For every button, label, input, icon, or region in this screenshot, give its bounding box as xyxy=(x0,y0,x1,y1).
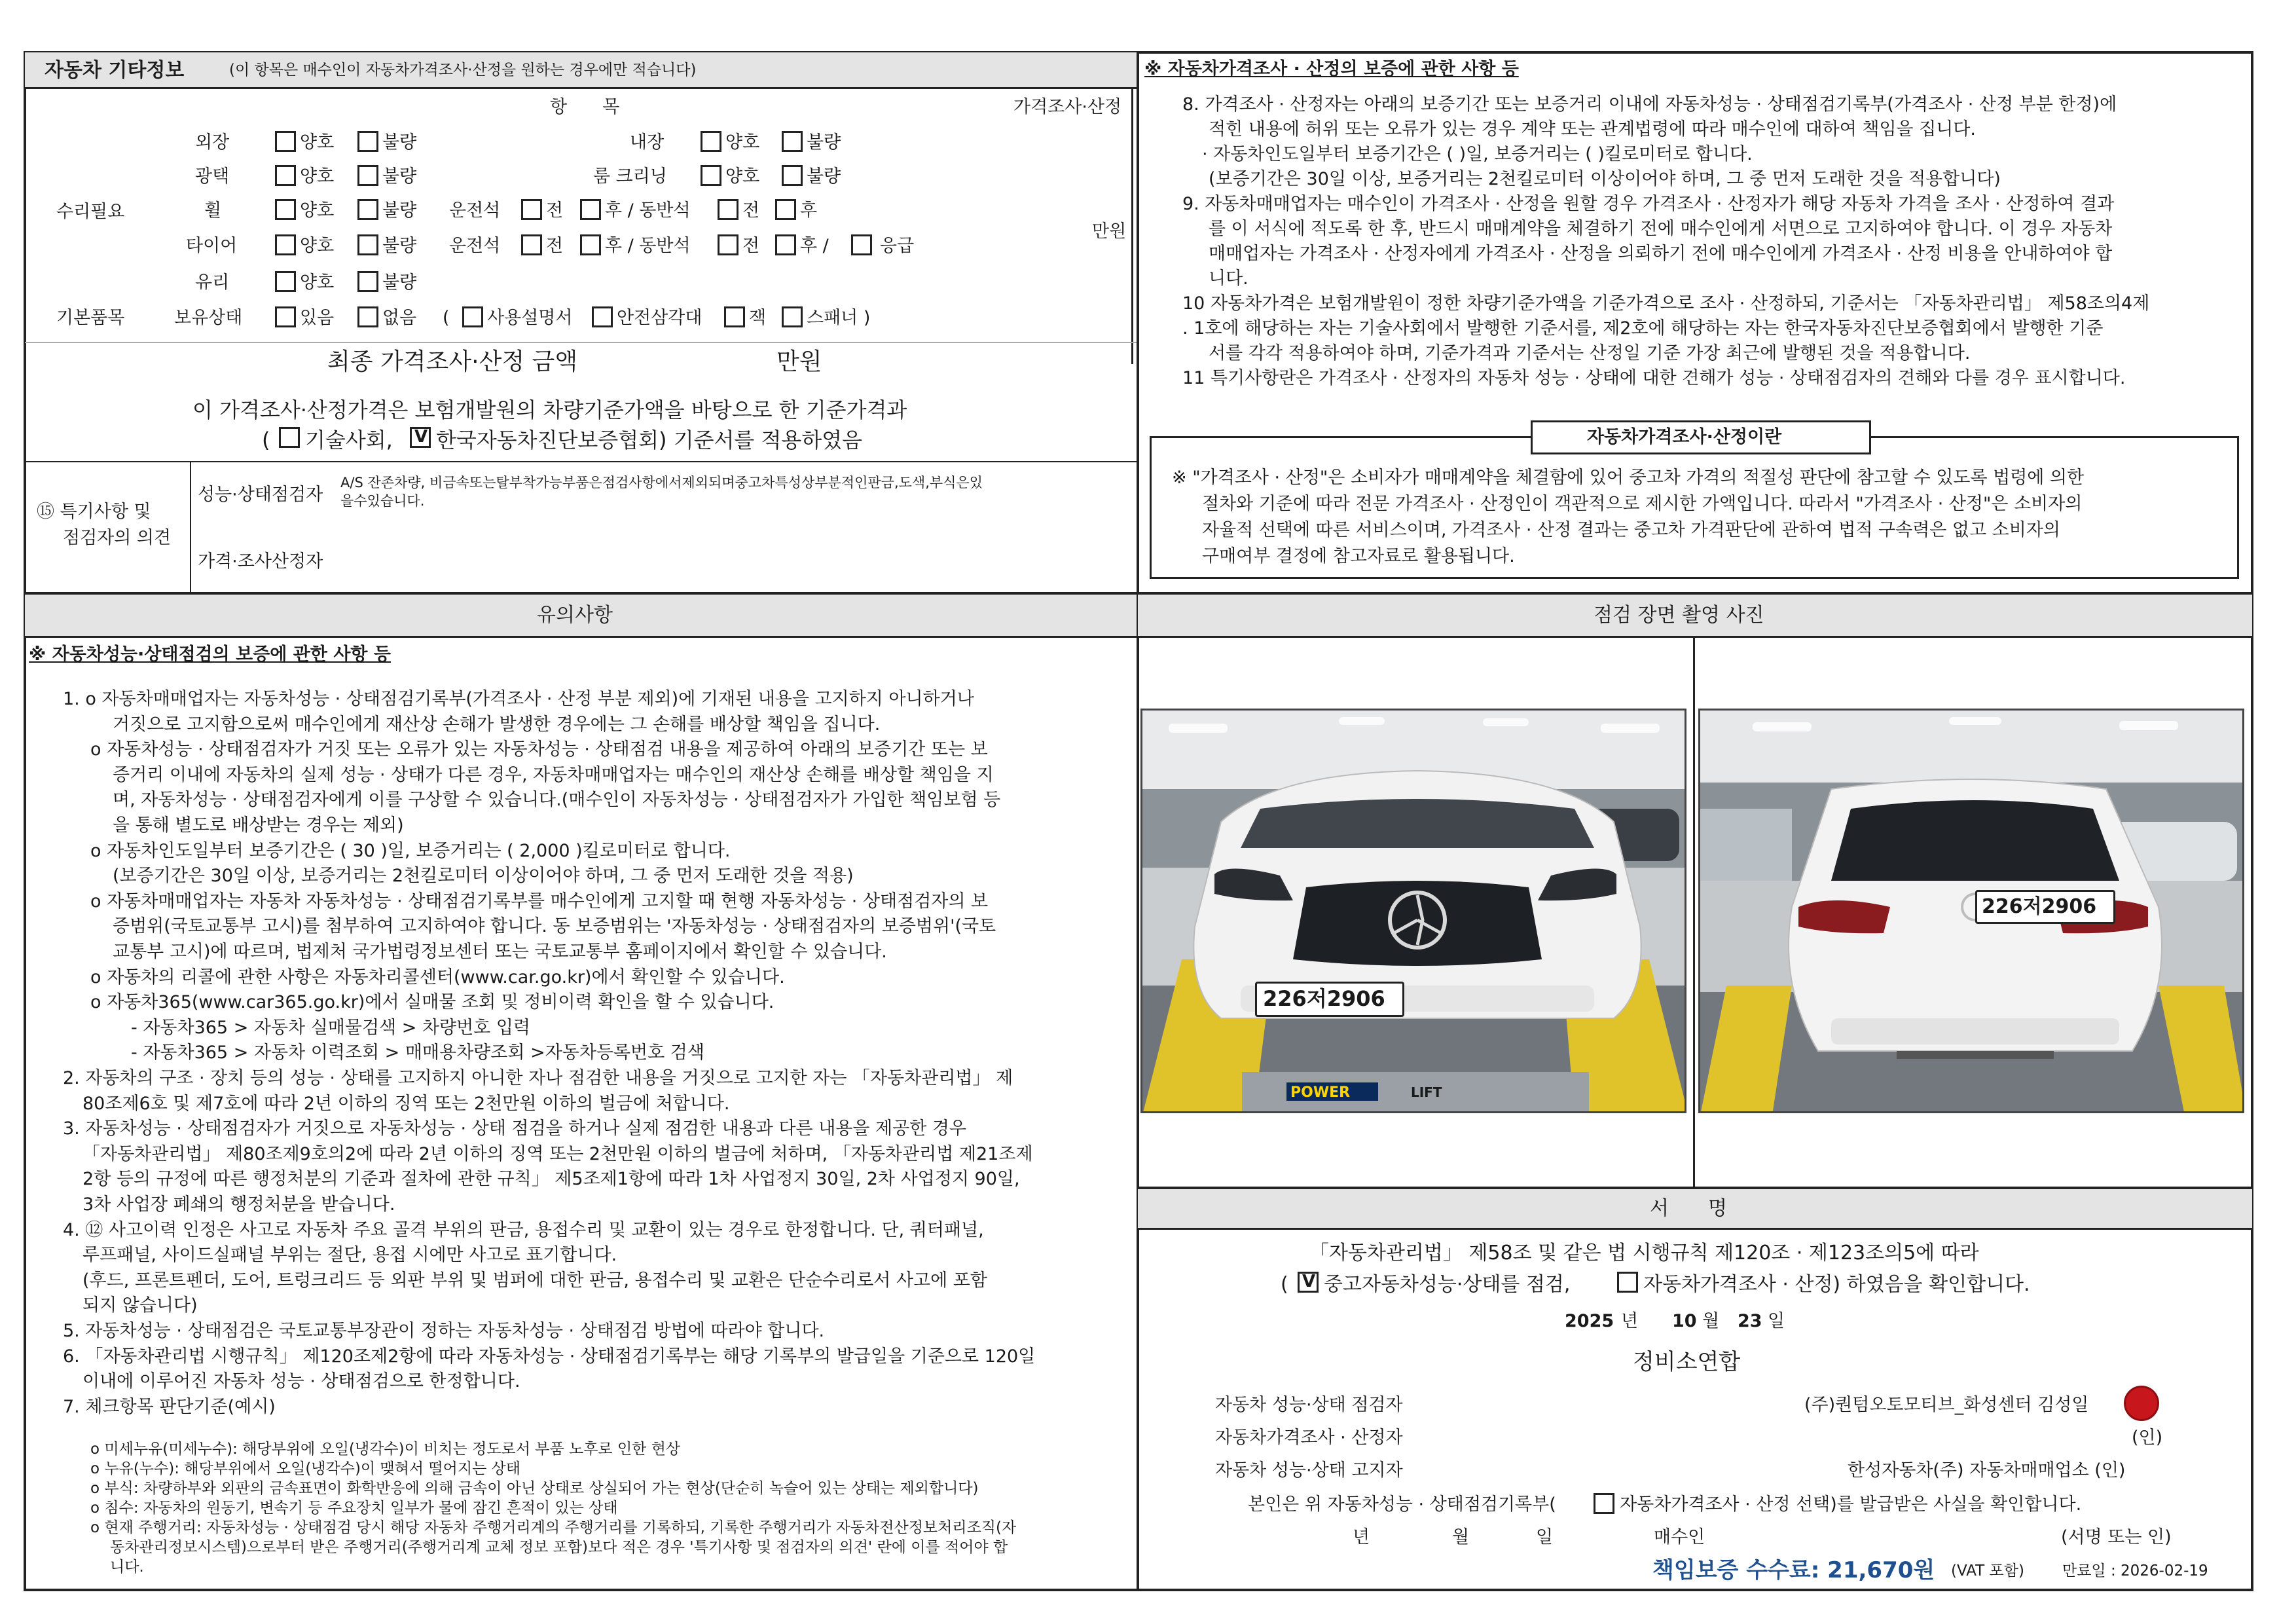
notes-header: 유의사항 xyxy=(537,604,613,627)
text-line: 3. 자동차성능 · 상태점검자가 거짓으로 자동차성능 · 상태 점검을 하거나 실제 점검한 내용과 다른 내용을 제공한 경우 xyxy=(63,1118,967,1139)
signature-law-line: 「자동차관리법」 제58조 및 같은 법 시행규칙 제120조 · 제123조의5에 따라 xyxy=(1309,1242,1979,1264)
text-line: 니다. xyxy=(110,1559,144,1576)
rear-car-illustration xyxy=(1700,710,2244,1113)
wheel-bad-label: 불량 xyxy=(382,200,417,221)
room-clean-bad-checkbox[interactable] xyxy=(782,165,803,186)
text-line: 「자동차관리법」 제80조제9호의2에 따라 2년 이하의 징역 또는 2천만원 이하의 벌금에 처하며, 「자동차관리법 제21조제 xyxy=(82,1143,1033,1164)
text-line: o 미세누유(미세누수): 해당부위에 오일(냉각수)이 비치는 정도로서 부품 노후로 인한 현상 xyxy=(90,1441,681,1458)
text-line: 5. 자동차성능 · 상태점검은 국토교통부장관이 정하는 자동차성능 · 상태점검 방법에 따라야 합니다. xyxy=(63,1321,825,1341)
text-line: o 자동차매매업자는 자동차 자동차성능 · 상태점검기록부를 매수인에게 고지할 때 현행 자동차성능 · 상태점검자의 보 xyxy=(90,891,989,912)
text-line: (후드, 프론트펜더, 도어, 트렁크리드 등 외판 부위 및 범퍼에 대한 판금, 용접수리 및 교환은 단순수리로서 사고에 포함 xyxy=(82,1270,987,1291)
special-label-2: 점검자의 의견 xyxy=(63,528,172,548)
sign-month: 10 xyxy=(1672,1311,1697,1331)
interior-good-label: 양호 xyxy=(725,132,760,153)
wheel-front2-checkbox[interactable] xyxy=(718,199,738,220)
receipt-day: 일 xyxy=(1536,1527,1554,1547)
jack-label: 잭 xyxy=(749,308,767,328)
interior-bad-label: 불량 xyxy=(807,132,841,153)
confirm-price-label: 자동차가격조사 · 산정) 하였음을 확인합니다. xyxy=(1643,1273,2030,1296)
sign-year-unit: 년 xyxy=(1621,1311,1639,1331)
interior-good-checkbox[interactable] xyxy=(701,131,721,152)
text-line: 매매업자는 가격조사 · 산정자에게 가격조사 · 산정을 의뢰하기 전에 매수인에게 가격조사 · 산정 비용을 안내하여야 합 xyxy=(1209,244,2113,264)
front-plate-number: 226저2906 xyxy=(1263,986,1385,1011)
photos-divider xyxy=(1693,638,1695,1188)
glass-bad-checkbox[interactable] xyxy=(357,271,378,292)
front-inspection-photo xyxy=(1140,709,1686,1113)
text-line: - 자동차365 > 자동차 실매물검색 > 차량번호 입력 xyxy=(131,1017,530,1038)
exterior-bad-label: 불량 xyxy=(382,132,417,153)
price-warranty-title: ※ 자동차가격조사 · 산정의 보증에 관한 사항 등 xyxy=(1144,59,1519,79)
text-line: o 침수: 자동차의 원동기, 변속기 등 주요장치 일부가 물에 잠긴 흔적이 있는 상태 xyxy=(90,1500,618,1517)
text-line: 니다. xyxy=(1209,268,1248,289)
rear-plate-number: 226저2906 xyxy=(1982,895,2097,918)
sign-row3-value: 한성자동차(주) 자동차매매업소 (인) xyxy=(1848,1460,2126,1481)
wheel-rear2-label: 후 xyxy=(800,200,818,221)
manual-checkbox[interactable] xyxy=(462,306,483,327)
lift-brand-text: POWER xyxy=(1290,1084,1351,1101)
gloss-bad-checkbox[interactable] xyxy=(357,165,378,186)
sign-day: 23 xyxy=(1738,1311,1762,1331)
price-manwon: 만원 xyxy=(1092,221,1127,242)
none-label: 없음 xyxy=(382,308,417,328)
room-clean-label: 룸 크리닝 xyxy=(593,166,667,187)
confirm-perf-checkbox[interactable] xyxy=(1298,1272,1319,1293)
text-line: 교통부 고시)에 따르며, 법제처 국가법령정보센터 또는 국토교통부 홈페이지에서 확인할 수 있습니다. xyxy=(113,942,887,962)
basis-tech-label: 기술사회, xyxy=(305,428,393,452)
text-line: 절차와 기준에 따라 전문 가격조사 · 산정인이 객관적으로 제시한 가액입니다. 따라서 "가격조사 · 산정"은 소비자의 xyxy=(1202,494,2083,514)
glass-label: 유리 xyxy=(195,272,230,293)
text-line: 동차관리정보시스템)으로부터 받은 주행거리(주행거리계 교체 정보 포함)보다 적은 경우 '특기사항 및 점검자의 의견' 란에 이를 적어야 합 xyxy=(110,1539,1008,1556)
sign-year: 2025 xyxy=(1565,1311,1614,1331)
sign-day-unit: 일 xyxy=(1768,1311,1785,1331)
tire-front-label: 전 xyxy=(546,236,564,256)
room-clean-good-checkbox[interactable] xyxy=(701,165,721,186)
possession-label: 보유상태 xyxy=(174,308,243,328)
basis-line-1: 이 가격조사·산정가격은 보험개발원의 차량기준가액을 바탕으로 한 기준가격과 xyxy=(192,397,907,422)
notes-subtitle: ※ 자동차성능·상태점검의 보증에 관한 사항 등 xyxy=(29,644,391,665)
rear-inspection-photo xyxy=(1698,709,2244,1113)
special-label-divider xyxy=(190,462,191,593)
text-line: 8. 가격조사 · 산정자는 아래의 보증기간 또는 보증거리 이내에 자동차성능 · 상태점검기록부(가격조사 · 산정 부분 한정)에 xyxy=(1182,94,2117,115)
tire-rear-passenger-label: 후 / 동반석 xyxy=(605,236,691,256)
fee-expiry: 만료일 : 2026-02-19 xyxy=(2062,1562,2208,1579)
price-column-divider xyxy=(1131,89,1133,364)
text-line: o 부식: 차량하부와 외판의 금속표면이 화학반응에 의해 금속이 아닌 상태로 상실되어 가는 현상(단순히 녹슬어 있는 상태는 제외합니다) xyxy=(90,1480,979,1497)
gloss-label: 광택 xyxy=(195,166,230,187)
col-price-header: 가격조사·산정 xyxy=(1013,97,1122,117)
final-amount-label: 최종 가격조사·산정 금액 xyxy=(327,348,578,375)
tire-good-checkbox[interactable] xyxy=(275,234,296,255)
text-line: 2. 자동차의 구조 · 장치 등의 성능 · 상태를 고지하지 아니한 자나 점검한 내용을 거짓으로 고지한 자는 「자동차관리법」 제 xyxy=(63,1068,1013,1088)
vehicle-info-subtitle: (이 항목은 매수인이 자동차가격조사·산정을 원하는 경우에만 적습니다) xyxy=(229,62,697,79)
text-line: 서를 각각 적용하여야 하며, 기준가격과 기준서는 산정일 기준 가장 최근에 발행된 것을 적용합니다. xyxy=(1209,343,1971,363)
receipt-month: 월 xyxy=(1452,1527,1470,1547)
text-line: 80조제6호 및 제7호에 따라 2년 이하의 징역 또는 2천만원 이하의 벌금에 처합니다. xyxy=(82,1093,730,1114)
gloss-good-label: 양호 xyxy=(300,166,335,187)
text-line: 4. ⑫ 사고이력 인정은 사고로 자동차 주요 골격 부위의 판금, 용접수리 및 교환이 있는 경우로 한정합니다. 단, 쿼터패널, xyxy=(63,1219,984,1240)
interior-bad-checkbox[interactable] xyxy=(782,131,803,152)
fee-label: 책임보증 수수료: 21,670원 xyxy=(1652,1557,1935,1583)
wheel-front2-label: 전 xyxy=(742,200,760,221)
tire-rear2-checkbox[interactable] xyxy=(775,234,796,255)
wheel-rear-passenger-checkbox[interactable] xyxy=(580,199,601,220)
receipt-year: 년 xyxy=(1353,1527,1370,1547)
text-line: 자율적 선택에 따른 서비스이며, 가격조사 · 산정 결과는 중고차 가격판단에 관하여 법적 구속력은 없고 소비자의 xyxy=(1202,520,2061,540)
confirm-perf-label: 중고자동차성능·상태를 점검, xyxy=(1324,1273,1571,1296)
sign-row3-label: 자동차 성능·상태 고지자 xyxy=(1215,1460,1403,1481)
special-perf-label: 성능·상태점검자 xyxy=(198,485,323,505)
buyer-label: 매수인 xyxy=(1654,1527,1705,1547)
wheel-front-checkbox[interactable] xyxy=(521,199,542,220)
text-line: o 자동차의 리콜에 관한 사항은 자동차리콜센터(www.car.go.kr)에서 확인할 수 있습니다. xyxy=(90,967,785,987)
sign-row1-label: 자동차 성능·상태 점검자 xyxy=(1215,1395,1403,1415)
tire-rear2-label: 후 / xyxy=(800,236,829,256)
front-car-illustration xyxy=(1142,710,1686,1113)
sign-org: 정비소연합 xyxy=(1633,1349,1741,1375)
wheel-good-checkbox[interactable] xyxy=(275,199,296,220)
fee-vat: (VAT 포함) xyxy=(1951,1562,2024,1579)
tire-front-checkbox[interactable] xyxy=(521,234,542,255)
tire-rear-passenger-checkbox[interactable] xyxy=(580,234,601,255)
jack-checkbox[interactable] xyxy=(724,306,745,327)
exterior-good-label: 양호 xyxy=(300,132,335,153)
manual-label: 사용설명서 xyxy=(487,308,573,328)
text-line: 구매여부 결정에 참고자료로 활용됩니다. xyxy=(1202,546,1515,566)
tire-emergency-label: 응급 xyxy=(880,236,915,256)
spanner-checkbox[interactable] xyxy=(782,306,803,327)
inspector-seal-stamp xyxy=(2124,1386,2159,1421)
special-label-1: ⑮ 특기사항 및 xyxy=(37,502,151,522)
basis-kadia-label: 한국자동차진단보증협회) 기준서를 적용하였음 xyxy=(436,428,863,452)
wheel-label: 휠 xyxy=(204,200,222,221)
triangle-checkbox[interactable] xyxy=(592,306,613,327)
none-checkbox[interactable] xyxy=(357,306,378,327)
special-perf-text-2: 을수있습니다. xyxy=(340,493,425,509)
special-price-label: 가격·조사산정자 xyxy=(198,551,323,572)
basic-items-label: 기본품목 xyxy=(56,308,125,328)
tire-emergency-checkbox[interactable] xyxy=(851,234,872,255)
text-line: o 자동차성능 · 상태점검자가 거짓 또는 오류가 있는 자동차성능 · 상태점검 내용을 제공하여 아래의 보증기간 또는 보 xyxy=(90,739,988,760)
text-line: (보증기간은 30일 이상, 보증거리는 2천킬로미터 이상이어야 하며, 그 중 먼저 도래한 것을 적용합니다) xyxy=(1209,169,2001,189)
text-line: 거짓으로 고지함으로써 매수인에게 재산상 손해가 발생한 경우에는 그 손해를 배상할 책임을 집니다. xyxy=(113,714,881,735)
spanner-label: 스패너 ) xyxy=(807,308,871,328)
tire-label: 타이어 xyxy=(186,236,238,256)
sign-row1-value: (주)퀀텀오토모티브_화성센터 김성일 xyxy=(1804,1395,2089,1415)
lift-model-text: LIFT xyxy=(1411,1084,1442,1100)
special-divider xyxy=(25,461,1138,462)
col-item-header: 항 목 xyxy=(550,97,620,117)
tire-front2-checkbox[interactable] xyxy=(718,234,738,255)
text-line: ※ "가격조사 · 산정"은 소비자가 매매계약을 체결함에 있어 중고차 가격의 적절성 판단에 참고할 수 있도록 법령에 의한 xyxy=(1172,468,2085,488)
final-amount-divider xyxy=(25,342,1138,343)
buyer-sign: (서명 또는 인) xyxy=(2061,1527,2172,1547)
text-line: 3차 사업장 폐쇄의 행정처분을 받습니다. xyxy=(82,1194,395,1215)
gloss-good-checkbox[interactable] xyxy=(275,165,296,186)
text-line: 을 통해 별도로 배상받는 경우는 제외) xyxy=(113,815,404,836)
wheel-rear-passenger-label: 후 / 동반석 xyxy=(605,200,691,221)
basis-paren-open: ( xyxy=(262,428,270,452)
text-line: 루프패널, 사이드실패널 부위는 절단, 용접 시에만 사고로 표기합니다. xyxy=(82,1245,617,1266)
sign-month-unit: 월 xyxy=(1702,1311,1720,1331)
exterior-label: 외장 xyxy=(195,132,230,153)
text-line: - 자동차365 > 자동차 이력조회 > 매매용차량조회 >자동차등록번호 검색 xyxy=(131,1043,704,1063)
confirm-price-checkbox[interactable] xyxy=(1617,1272,1638,1293)
wheel-driver-seat-label: 운전석 xyxy=(449,200,501,221)
text-line: 10 자동차가격은 보험개발원이 정한 차량기준가액을 기준가격으로 조사 · 산정하되, 기준서는 「자동차관리법」 제58조의4제 xyxy=(1182,293,2150,314)
text-line: 이내에 이루어진 자동차 성능 · 상태점검으로 한정합니다. xyxy=(82,1371,520,1392)
basis-tech-checkbox[interactable] xyxy=(279,427,300,448)
signature-header: 서 명 xyxy=(1650,1197,1727,1220)
photos-header: 점검 장면 촬영 사진 xyxy=(1594,604,1764,627)
receipt-price-checkbox[interactable] xyxy=(1594,1493,1614,1514)
tire-bad-checkbox[interactable] xyxy=(357,234,378,255)
text-line: 증범위(국토교통부 고시)를 첨부하여 고지하여야 합니다. 동 보증범위는 '자동차성능 · 상태점검자의 보증범위'(국토 xyxy=(113,916,996,937)
tire-good-label: 양호 xyxy=(300,236,335,256)
exterior-bad-checkbox[interactable] xyxy=(357,131,378,152)
text-line: 며, 자동차성능 · 상태점검자에게 이를 구상할 수 있습니다.(매수인이 자동차성능 · 상태점검자가 가입한 책임보험 등 xyxy=(113,790,1001,811)
special-perf-text-1: A/S 잔존차량, 비금속또는탈부착가능부품은점검사항에서제외되며중고차특성상부분적인판금,도색,부식은있 xyxy=(340,475,983,490)
receipt-line-b: 자동차가격조사 · 산정 선택)를 발급받은 사실을 확인합니다. xyxy=(1620,1494,2082,1515)
tire-bad-label: 불량 xyxy=(382,236,417,256)
room-clean-bad-label: 불량 xyxy=(807,166,841,187)
gloss-bad-label: 불량 xyxy=(382,166,417,187)
exterior-good-checkbox[interactable] xyxy=(275,131,296,152)
text-line: 적힌 내용에 허위 또는 오류가 있는 경우 계약 또는 관계법령에 따라 매수인에 대하여 책임을 집니다. xyxy=(1209,119,1977,139)
text-line: · 자동차인도일부터 보증기간은 ( )일, 보증거리는 ( )킬로미터로 합니다. xyxy=(1202,144,1753,164)
glass-bad-label: 불량 xyxy=(382,272,417,293)
tire-front2-label: 전 xyxy=(742,236,760,256)
wheel-good-label: 양호 xyxy=(300,200,335,221)
basis-kadia-checkbox[interactable] xyxy=(410,427,431,448)
text-line: 9. 자동차매매업자는 매수인이 가격조사 · 산정을 원할 경우 가격조사 · 산정자가 해당 자동차 가격을 조사 · 산정하여 결과 xyxy=(1182,194,2115,214)
final-amount-unit: 만원 xyxy=(776,348,822,375)
text-line: (보증기간은 30일 이상, 보증거리는 2천킬로미터 이상이어야 하며, 그 중 먼저 도래한 것을 적용) xyxy=(113,866,854,887)
repair-label: 수리필요 xyxy=(56,202,125,222)
wheel-bad-checkbox[interactable] xyxy=(357,199,378,220)
vehicle-info-title: 자동차 기타정보 xyxy=(45,59,185,82)
glass-good-label: 양호 xyxy=(300,272,335,293)
text-line: o 누유(누수): 해당부위에서 오일(냉각수)이 맺혀서 떨어지는 상태 xyxy=(90,1460,521,1477)
text-line: 2항 등의 규정에 따른 행정처분의 기준과 절차에 관한 규칙」 제5조제1항에 따라 1차 사업정지 30일, 2차 사업정지 90일, xyxy=(82,1169,1020,1190)
triangle-label: 안전삼각대 xyxy=(617,308,702,328)
confirm-paren-open: ( xyxy=(1281,1273,1288,1296)
text-line: 되지 않습니다) xyxy=(82,1295,198,1316)
text-line: 7. 체크항목 판단기준(예시) xyxy=(63,1396,276,1417)
tire-driver-seat-label: 운전석 xyxy=(449,236,501,256)
text-line: 1. o 자동차매매업자는 자동차성능 · 상태점검기록부(가격조사 · 산정 부분 제외)에 기재된 내용을 고지하지 아니하거나 xyxy=(63,689,974,709)
price-definition-title: 자동차가격조사·산정이란 xyxy=(1587,427,1782,447)
items-paren-open: ( xyxy=(443,308,450,328)
wheel-rear2-checkbox[interactable] xyxy=(775,199,796,220)
have-label: 있음 xyxy=(300,308,335,328)
text-line: 11 특기사항란은 가격조사 · 산정자의 자동차 성능 · 상태에 대한 견해가 성능 · 상태점검자의 견해와 다를 경우 표시합니다. xyxy=(1182,368,2126,388)
text-line: 증거리 이내에 자동차의 실제 성능 · 상태가 다른 경우, 자동차매매업자는 매수인의 재산상 손해를 배상할 책임을 지 xyxy=(113,764,994,785)
sign-row2-value: (인) xyxy=(2132,1428,2163,1448)
room-clean-good-label: 양호 xyxy=(725,166,760,187)
have-checkbox[interactable] xyxy=(275,306,296,327)
text-line: . 1호에 해당하는 자는 기술사회에서 발행한 기준서를, 제2호에 해당하는 자는 한국자동차진단보증협회에서 발행한 기준 xyxy=(1182,318,2104,339)
text-line: o 현재 주행거리: 자동차성능 · 상태점검 당시 해당 자동차 주행거리계의 주행거리를 기록하되, 기록한 주행거리가 자동차전산정보처리조직(자 xyxy=(90,1519,1017,1536)
sign-row2-label: 자동차가격조사 · 산정자 xyxy=(1215,1428,1403,1448)
wheel-front-label: 전 xyxy=(546,200,564,221)
receipt-line-a: 본인은 위 자동차성능 · 상태점검기록부( xyxy=(1248,1494,1556,1515)
interior-label: 내장 xyxy=(630,132,665,153)
text-line: 를 이 서식에 적도록 한 후, 반드시 매매계약을 체결하기 전에 매수인에게 서면으로 고지하여야 합니다. 이 경우 자동차 xyxy=(1209,219,2113,239)
text-line: o 자동차인도일부터 보증기간은 ( 30 )일, 보증거리는 ( 2,000 )킬로미터로 합니다. xyxy=(90,840,731,861)
glass-good-checkbox[interactable] xyxy=(275,271,296,292)
text-line: 6. 「자동차관리법 시행규칙」 제120조제2항에 따라 자동차성능 · 상태점검기록부는 해당 기록부의 발급일을 기준으로 120일 xyxy=(63,1346,1036,1367)
text-line: o 자동차365(www.car365.go.kr)에서 실매물 조회 및 정비이력 확인을 할 수 있습니다. xyxy=(90,992,774,1013)
